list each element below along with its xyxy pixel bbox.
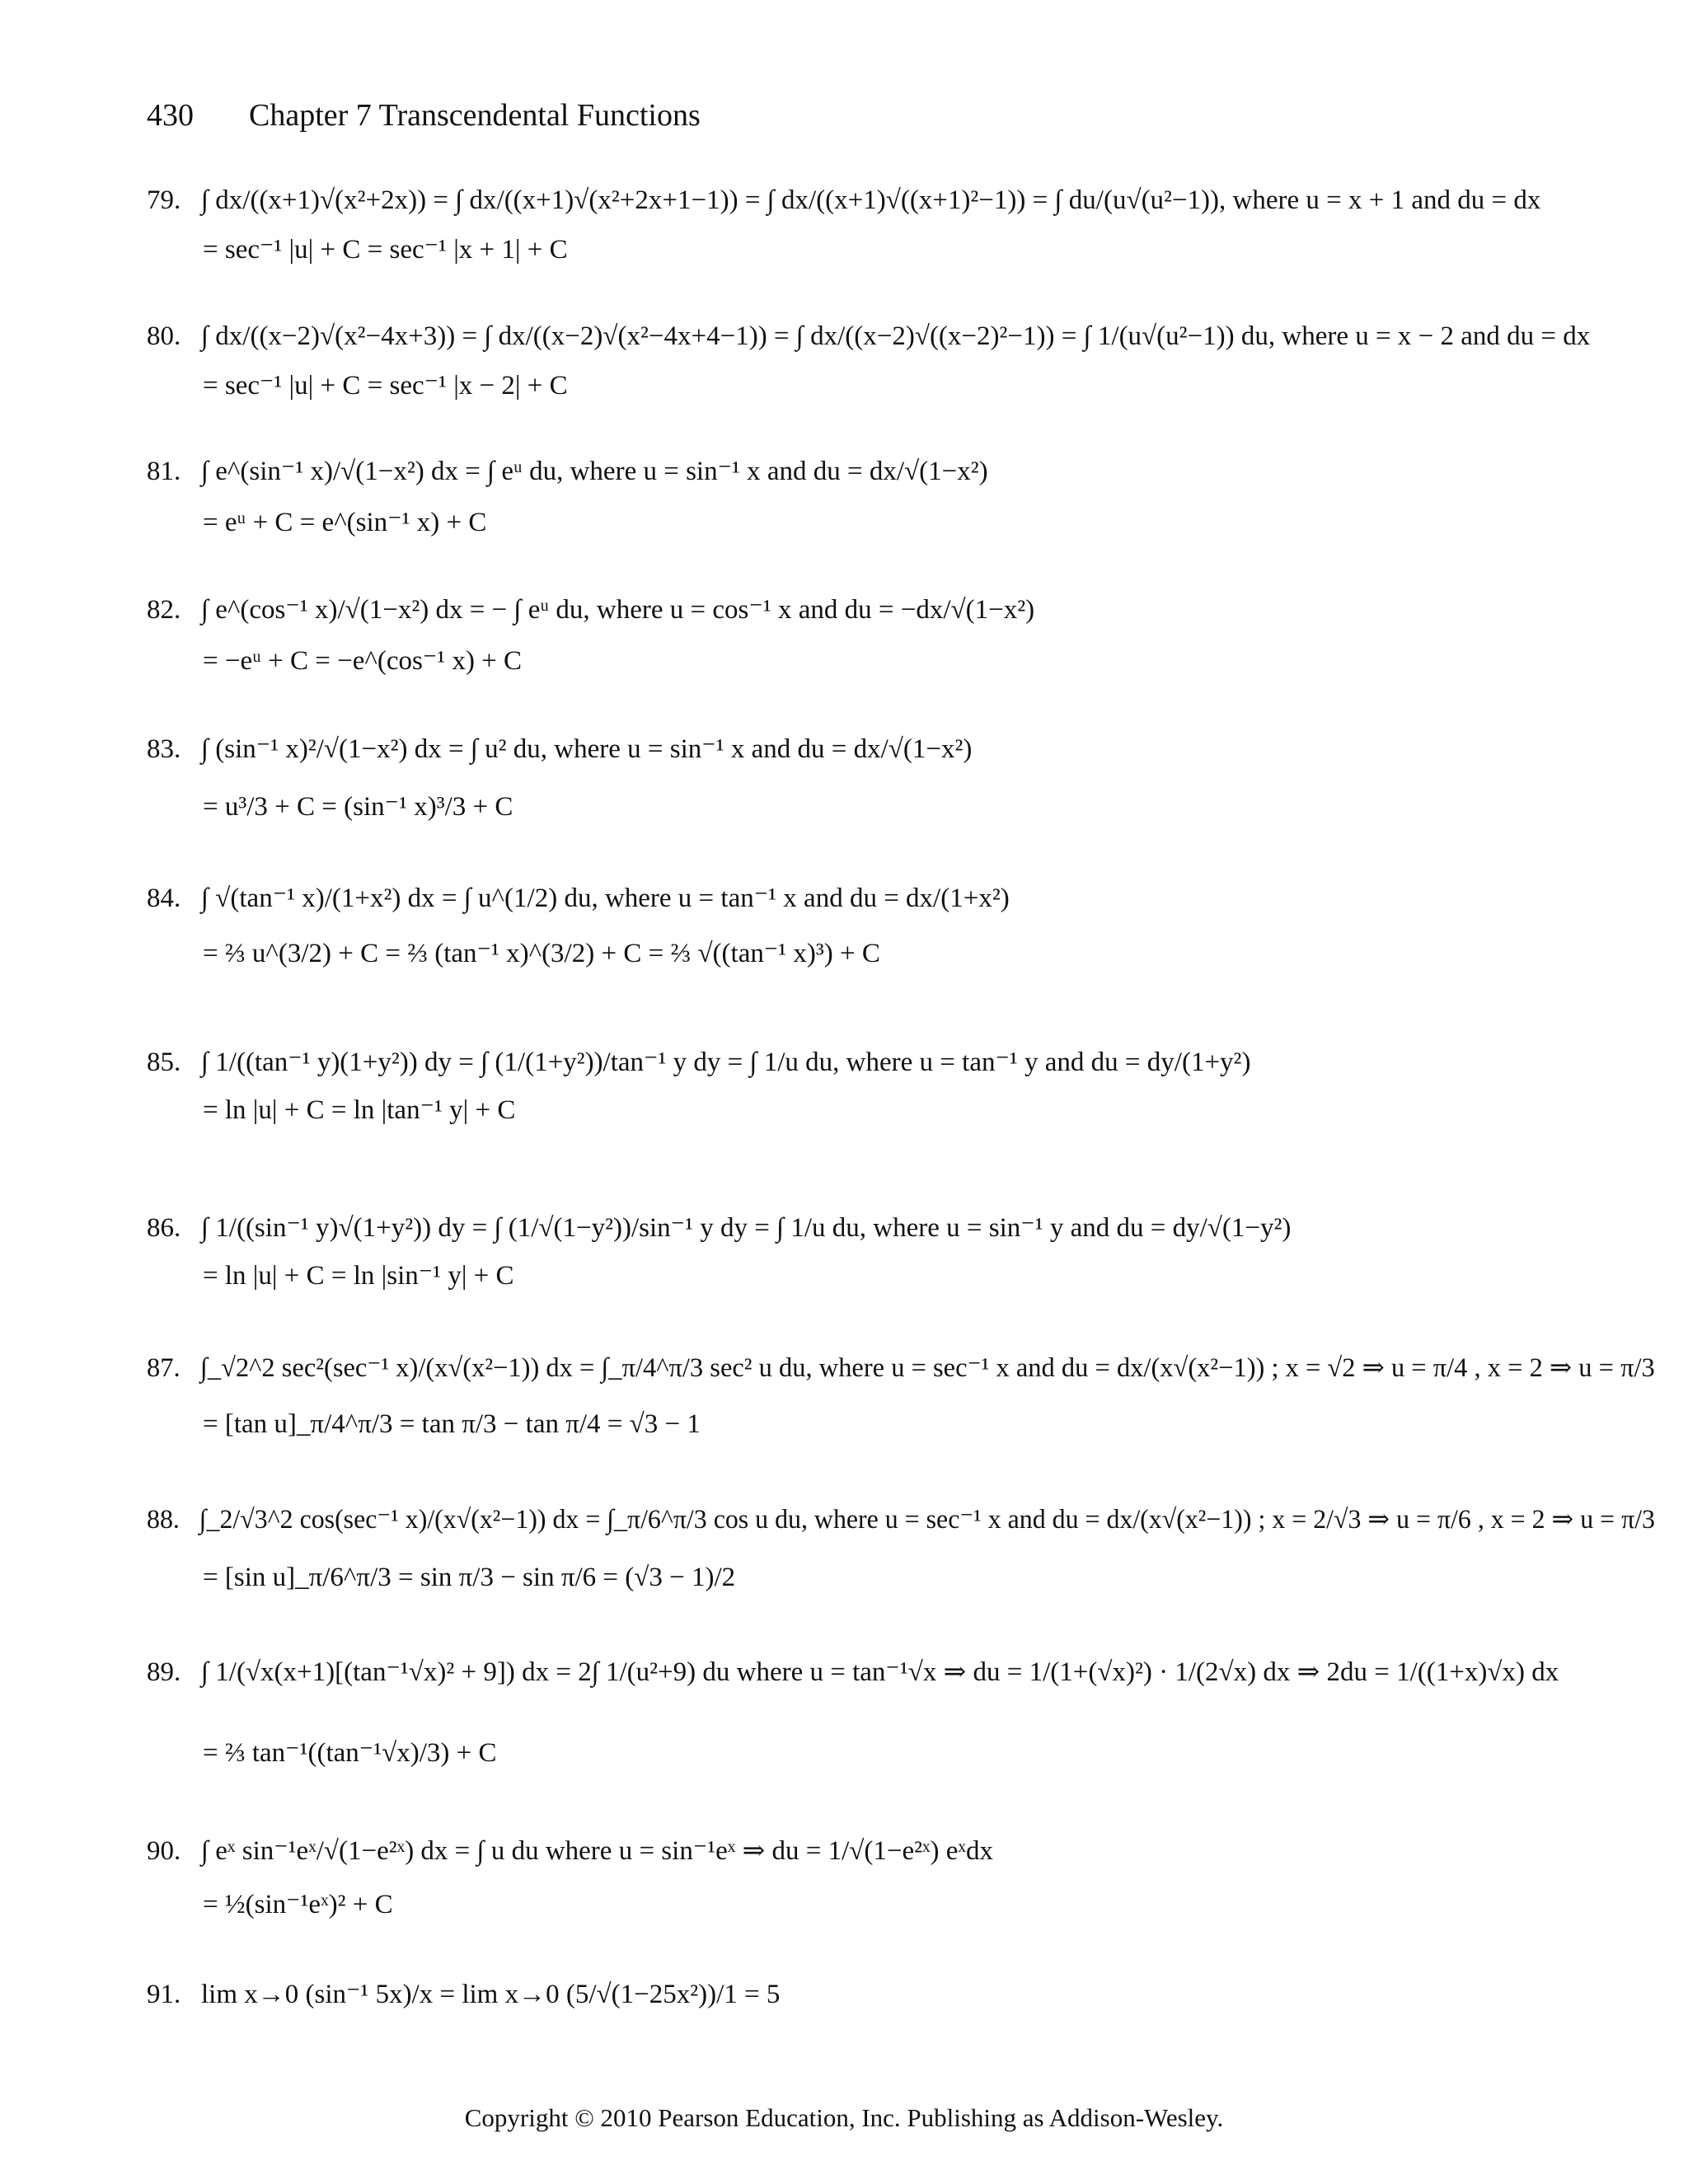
- problem-line-1: [147, 1659, 1559, 1686]
- problem-line-1: [147, 323, 1590, 350]
- problem-line-2: = ln |u| + C = ln |tan⁻¹ y| + C: [203, 1095, 516, 1125]
- problem-equation: ∫ e^(cos⁻¹ x)/√(1−x²) dx = − ∫ eᵘ du, where u = cos⁻¹ x and du = −dx/√(1−x²): [201, 595, 1035, 625]
- problem-line-2: = sec⁻¹ |u| + C = sec⁻¹ |x + 1| + C: [203, 235, 568, 265]
- problem-line-1: [147, 458, 988, 485]
- problem-equation: ∫ 1/((tan⁻¹ y)(1+y²)) dy = ∫ (1/(1+y²))/tan⁻¹ y dy = ∫ 1/u du, where u = tan⁻¹ y and du = dy/(1+y²): [201, 1047, 1251, 1077]
- problem-equation: ∫ eˣ sin⁻¹eˣ/√(1−e²ˣ) dx = ∫ u du where u = sin⁻¹eˣ ⇒ du = 1/√(1−e²ˣ) eˣdx: [201, 1836, 993, 1866]
- problem-line-2: = ln |u| + C = ln |sin⁻¹ y| + C: [203, 1261, 514, 1291]
- problem-line-1: [147, 187, 1540, 214]
- problem-line-2: = −eᵘ + C = −e^(cos⁻¹ x) + C: [203, 646, 523, 676]
- page-header: [147, 97, 701, 134]
- problem-line-1: [147, 736, 972, 763]
- problem-number: 85.: [147, 1047, 181, 1077]
- problem-line-1: [147, 1838, 993, 1865]
- problem-equation: ∫ 1/((sin⁻¹ y)√(1+y²)) dy = ∫ (1/√(1−y²))/sin⁻¹ y dy = ∫ 1/u du, where u = sin⁻¹ y and du = dy/√(1−y²): [201, 1213, 1292, 1243]
- problem-number: 80.: [147, 321, 181, 351]
- problem-number: 87.: [147, 1353, 181, 1383]
- problem-line-2: = [sin u]_π/6^π/3 = sin π/3 − sin π/6 = (√3 − 1)/2: [203, 1563, 736, 1592]
- problem-line-2: = ⅔ u^(3/2) + C = ⅔ (tan⁻¹ x)^(3/2) + C = ⅔ √((tan⁻¹ x)³) + C: [203, 939, 880, 968]
- problem-equation: lim x→0 (sin⁻¹ 5x)/x = lim x→0 (5/√(1−25x²))/1 = 5: [201, 1980, 781, 2009]
- problem-equation: ∫ 1/(√x(x+1)[(tan⁻¹√x)² + 9]) dx = 2∫ 1/(u²+9) du where u = tan⁻¹√x ⇒ du = 1/(1+(√x)²) · 1/(2√x) dx ⇒ 2du = 1/((1+x)√x) dx: [201, 1657, 1559, 1687]
- problem-equation: ∫_√2^2 sec²(sec⁻¹ x)/(x√(x²−1)) dx = ∫_π/4^π/3 sec² u du, where u = sec⁻¹ x and du = dx/(x√(x²−1)) ; x = √2 ⇒ u = π/4 , x = 2 ⇒ u = π/3: [199, 1353, 1655, 1383]
- copyright-footer: Copyright © 2010 Pearson Education, Inc. Publishing as Addison-Wesley.: [464, 2103, 1224, 2132]
- problem-line-1: [147, 1507, 1655, 1534]
- problem-equation: ∫ dx/((x+1)√(x²+2x)) = ∫ dx/((x+1)√(x²+2x+1−1)) = ∫ dx/((x+1)√((x+1)²−1)) = ∫ du/(u√(u²−1)), where u = x + 1 and du = dx: [201, 185, 1541, 215]
- problem-equation: ∫ √(tan⁻¹ x)/(1+x²) dx = ∫ u^(1/2) du, where u = tan⁻¹ x and du = dx/(1+x²): [201, 883, 1010, 913]
- problem-line-2: = eᵘ + C = e^(sin⁻¹ x) + C: [203, 508, 487, 537]
- problem-line-1: [147, 1355, 1655, 1382]
- problem-number: 88.: [147, 1505, 180, 1535]
- problem-number: 90.: [147, 1836, 181, 1866]
- problem-line-2: = ⅔ tan⁻¹((tan⁻¹√x)/3) + C: [203, 1738, 497, 1768]
- problem-equation: ∫_2/√3^2 cos(sec⁻¹ x)/(x√(x²−1)) dx = ∫_π/6^π/3 cos u du, where u = sec⁻¹ x and du = dx/(x√(x²−1)) ; x = 2/√3 ⇒ u = π/6 , x = 2 ⇒ u = π/3: [199, 1505, 1656, 1535]
- chapter-title: Chapter 7 Transcendental Functions: [249, 98, 701, 133]
- problem-line-1: [147, 1981, 780, 2008]
- problem-line-1: [147, 1049, 1250, 1076]
- problem-line-2: = u³/3 + C = (sin⁻¹ x)³/3 + C: [203, 792, 513, 822]
- problem-number: 91.: [147, 1980, 181, 2009]
- problem-number: 86.: [147, 1213, 181, 1243]
- problem-number: 79.: [147, 185, 181, 215]
- problem-equation: ∫ (sin⁻¹ x)²/√(1−x²) dx = ∫ u² du, where u = sin⁻¹ x and du = dx/√(1−x²): [201, 734, 973, 764]
- problem-line-1: [147, 885, 1010, 912]
- problem-number: 82.: [147, 595, 181, 625]
- problem-line-2: = [tan u]_π/4^π/3 = tan π/3 − tan π/4 = √3 − 1: [203, 1409, 701, 1439]
- problem-line-1: [147, 1215, 1291, 1242]
- problem-number: 89.: [147, 1657, 181, 1687]
- problem-number: 81.: [147, 457, 181, 486]
- page-number: 430: [147, 98, 194, 133]
- problem-line-1: [147, 597, 1034, 624]
- problem-number: 83.: [147, 734, 181, 764]
- problem-number: 84.: [147, 883, 181, 913]
- problem-line-2: = ½(sin⁻¹eˣ)² + C: [203, 1890, 393, 1919]
- problem-equation: ∫ e^(sin⁻¹ x)/√(1−x²) dx = ∫ eᵘ du, where u = sin⁻¹ x and du = dx/√(1−x²): [201, 457, 988, 486]
- problem-equation: ∫ dx/((x−2)√(x²−4x+3)) = ∫ dx/((x−2)√(x²−4x+4−1)) = ∫ dx/((x−2)√((x−2)²−1)) = ∫ 1/(u√(u²−1)) du, where u = x − 2 and du = dx: [201, 321, 1591, 351]
- problem-line-2: = sec⁻¹ |u| + C = sec⁻¹ |x − 2| + C: [203, 371, 568, 401]
